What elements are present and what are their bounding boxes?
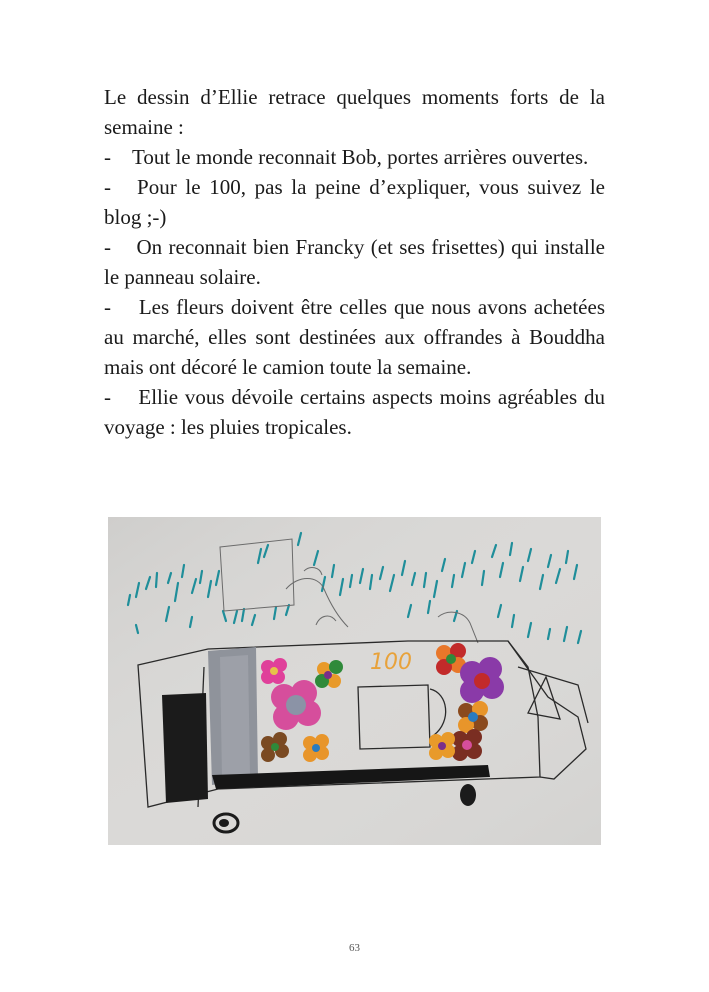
rear-door-highlight [220, 655, 250, 779]
flower-purple [460, 657, 504, 703]
wheel-rear-hub [219, 819, 229, 827]
body-text [104, 82, 605, 442]
flower-brown-2 [452, 729, 482, 761]
bullet-francky: - On reconnait bien Francky (et ses frisettes) qui installe le panneau solaire. [104, 235, 605, 289]
rear-black-block [162, 693, 208, 803]
child-drawing-photo [108, 517, 601, 845]
flower-orange-2 [429, 732, 455, 760]
bullet-flowers: - Les fleurs doivent être celles que nous avons achetées au marché, elles sont destinées aux offrandes à Bouddha mais ont décoré le camion toute la semaine. [104, 295, 605, 379]
intro-paragraph: Le dessin d’Ellie retrace quelques moments forts de la semaine : [104, 85, 605, 139]
wheel-front [460, 784, 476, 806]
flower-pink-large [271, 680, 321, 730]
flower-orange-1 [303, 734, 329, 762]
number-100-label: 100 [370, 650, 412, 675]
page-number: 63 [349, 942, 360, 954]
bullet-100: - Pour le 100, pas la peine d’expliquer, vous suivez le blog ;-) [104, 175, 605, 229]
flower-pink-small [261, 658, 287, 684]
bullet-rain: - Ellie vous dévoile certains aspects moins agréables du voyage : les pluies tropicales. [104, 385, 605, 439]
flower-brown-orange [458, 701, 488, 733]
bullet-bob: - Tout le monde reconnait Bob, portes arrières ouvertes. [104, 145, 589, 169]
truck-drawing [108, 517, 601, 845]
